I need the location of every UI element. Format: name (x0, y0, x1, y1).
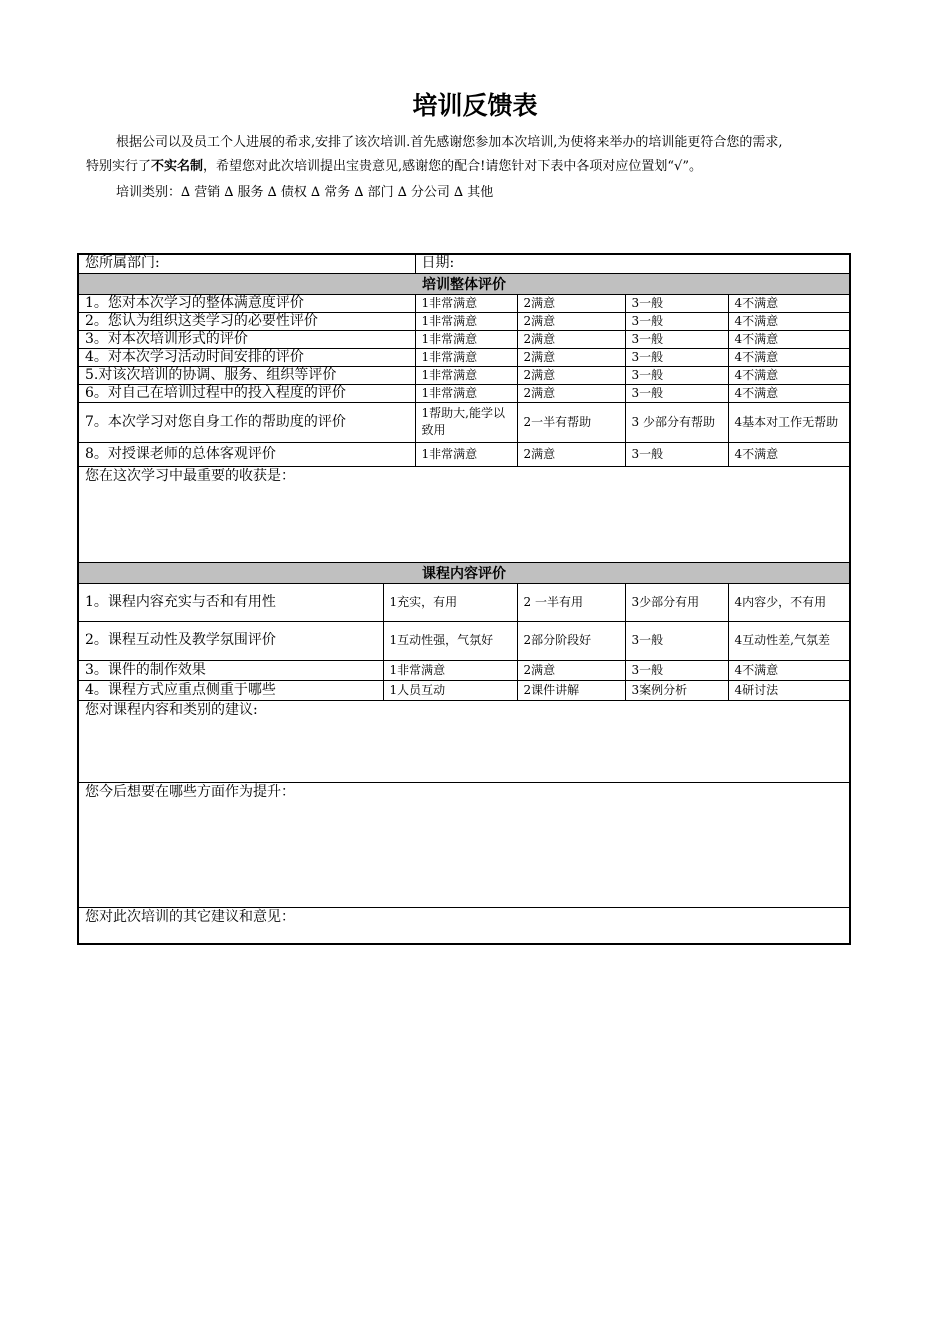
table-row (78, 660, 850, 680)
table-row (78, 384, 850, 402)
option-cell[interactable]: 2课件讲解 (517, 680, 625, 700)
option-cell[interactable]: 1互动性强，气氛好 (383, 621, 517, 660)
question-label: 4。课程方式应重点侧重于哪些 (78, 680, 383, 700)
intro-line-2 (86, 155, 886, 179)
intro-text-a: 特别实行了 (86, 159, 152, 174)
table-row (78, 621, 850, 660)
option-cell[interactable]: 4不满意 (728, 366, 850, 384)
option-cell[interactable]: 1非常满意 (415, 330, 517, 348)
option-cell[interactable]: 4不满意 (728, 384, 850, 402)
option-cell[interactable]: 3一般 (625, 348, 728, 366)
option-cell[interactable]: 2满意 (517, 312, 625, 330)
table-row (78, 348, 850, 366)
option-cell[interactable]: 3 少部分有帮助 (625, 402, 728, 442)
option-cell[interactable]: 4基本对工作无帮助 (728, 402, 850, 442)
question-label: 4。对本次学习活动时间安排的评价 (78, 348, 415, 366)
option-cell[interactable]: 1帮助大,能学以致用 (415, 402, 517, 442)
table-row (78, 680, 850, 700)
option-cell[interactable]: 1非常满意 (383, 660, 517, 680)
section-title-overall: 培训整体评价 (78, 273, 850, 294)
option-cell[interactable]: 4不满意 (728, 348, 850, 366)
option-cell[interactable]: 1非常满意 (415, 312, 517, 330)
option-cell[interactable]: 2满意 (517, 330, 625, 348)
option-cell[interactable]: 2满意 (517, 442, 625, 466)
table-row (78, 366, 850, 384)
intro-text-b: ，希望您对此次培训提出宝贵意见,感谢您的配合!请您针对下表中各项对应位置划“√”。 (203, 159, 702, 174)
option-cell[interactable]: 4不满意 (728, 660, 850, 680)
option-cell[interactable]: 3一般 (625, 660, 728, 680)
option-cell[interactable]: 1非常满意 (415, 348, 517, 366)
question-label: 2。课程互动性及教学氛围评价 (78, 621, 383, 660)
table-row (78, 330, 850, 348)
other-comments-input-area[interactable]: 您对此次培训的其它建议和意见： (78, 907, 850, 944)
option-cell[interactable]: 1非常满意 (415, 442, 517, 466)
question-label: 6。对自己在培训过程中的投入程度的评价 (78, 384, 415, 402)
option-cell[interactable]: 3一般 (625, 384, 728, 402)
option-cell[interactable]: 3一般 (625, 621, 728, 660)
option-cell[interactable]: 3一般 (625, 366, 728, 384)
option-cell[interactable]: 1充实，有用 (383, 583, 517, 621)
option-cell[interactable]: 2满意 (517, 384, 625, 402)
training-category-line: 培训类别：∆ 营销 ∆ 服务 ∆ 债权 ∆ 常务 ∆ 部门 ∆ 分公司 ∆ 其他 (116, 185, 494, 200)
option-cell[interactable]: 1非常满意 (415, 384, 517, 402)
table-row (78, 312, 850, 330)
table-row (78, 442, 850, 466)
question-label: 1。课程内容充实与否和有用性 (78, 583, 383, 621)
option-cell[interactable]: 3一般 (625, 330, 728, 348)
option-cell[interactable]: 2满意 (517, 294, 625, 312)
gain-input-area[interactable]: 您在这次学习中最重要的收获是： (78, 466, 850, 562)
question-label: 3。课件的制作效果 (78, 660, 383, 680)
option-cell[interactable]: 2 一半有用 (517, 583, 625, 621)
table-row (78, 294, 850, 312)
question-label: 8。对授课老师的总体客观评价 (78, 442, 415, 466)
option-cell[interactable]: 3一般 (625, 442, 728, 466)
option-cell[interactable]: 3案例分析 (625, 680, 728, 700)
intro-bold: 不实名制 (151, 159, 204, 174)
suggestion-input-area[interactable]: 您对课程内容和类别的建议: (78, 700, 850, 782)
question-label: 1。您对本次学习的整体满意度评价 (78, 294, 415, 312)
date-field[interactable]: 日期: (415, 254, 850, 273)
question-label: 7。本次学习对您自身工作的帮助度的评价 (78, 402, 415, 442)
option-cell[interactable]: 4研讨法 (728, 680, 850, 700)
option-cell[interactable]: 4不满意 (728, 330, 850, 348)
question-label: 2。您认为组织这类学习的必要性评价 (78, 312, 415, 330)
question-label: 3。对本次培训形式的评价 (78, 330, 415, 348)
option-cell[interactable]: 4不满意 (728, 312, 850, 330)
question-label: 5.对该次培训的协调、服务、组织等评价 (78, 366, 415, 384)
option-cell[interactable]: 2一半有帮助 (517, 402, 625, 442)
table-row (78, 583, 850, 621)
option-cell[interactable]: 2部分阶段好 (517, 621, 625, 660)
option-cell[interactable]: 1非常满意 (415, 294, 517, 312)
option-cell[interactable]: 4不满意 (728, 442, 850, 466)
option-cell[interactable]: 4内容少，不有用 (728, 583, 850, 621)
intro-paragraph (86, 131, 886, 179)
option-cell[interactable]: 2满意 (517, 366, 625, 384)
department-field[interactable]: 您所属部门: (78, 254, 415, 273)
improvement-input-area[interactable]: 您今后想要在哪些方面作为提升： (78, 782, 850, 907)
feedback-form-table (77, 253, 851, 945)
option-cell[interactable]: 3一般 (625, 294, 728, 312)
option-cell[interactable]: 3一般 (625, 312, 728, 330)
option-cell[interactable]: 3少部分有用 (625, 583, 728, 621)
option-cell[interactable]: 1人员互动 (383, 680, 517, 700)
option-cell[interactable]: 2满意 (517, 348, 625, 366)
intro-line-1: 根据公司以及员工个人进展的希求,安排了该次培训.首先感谢您参加本次培训,为使将来举办的培训能更符合您的需求, (116, 135, 783, 150)
option-cell[interactable]: 4互动性差,气氛差 (728, 621, 850, 660)
table-row (78, 402, 850, 442)
option-cell[interactable]: 1非常满意 (415, 366, 517, 384)
section-title-course: 课程内容评价 (78, 562, 850, 583)
option-cell[interactable]: 4不满意 (728, 294, 850, 312)
page-title: 培训反馈表 (412, 91, 538, 120)
option-cell[interactable]: 2满意 (517, 660, 625, 680)
